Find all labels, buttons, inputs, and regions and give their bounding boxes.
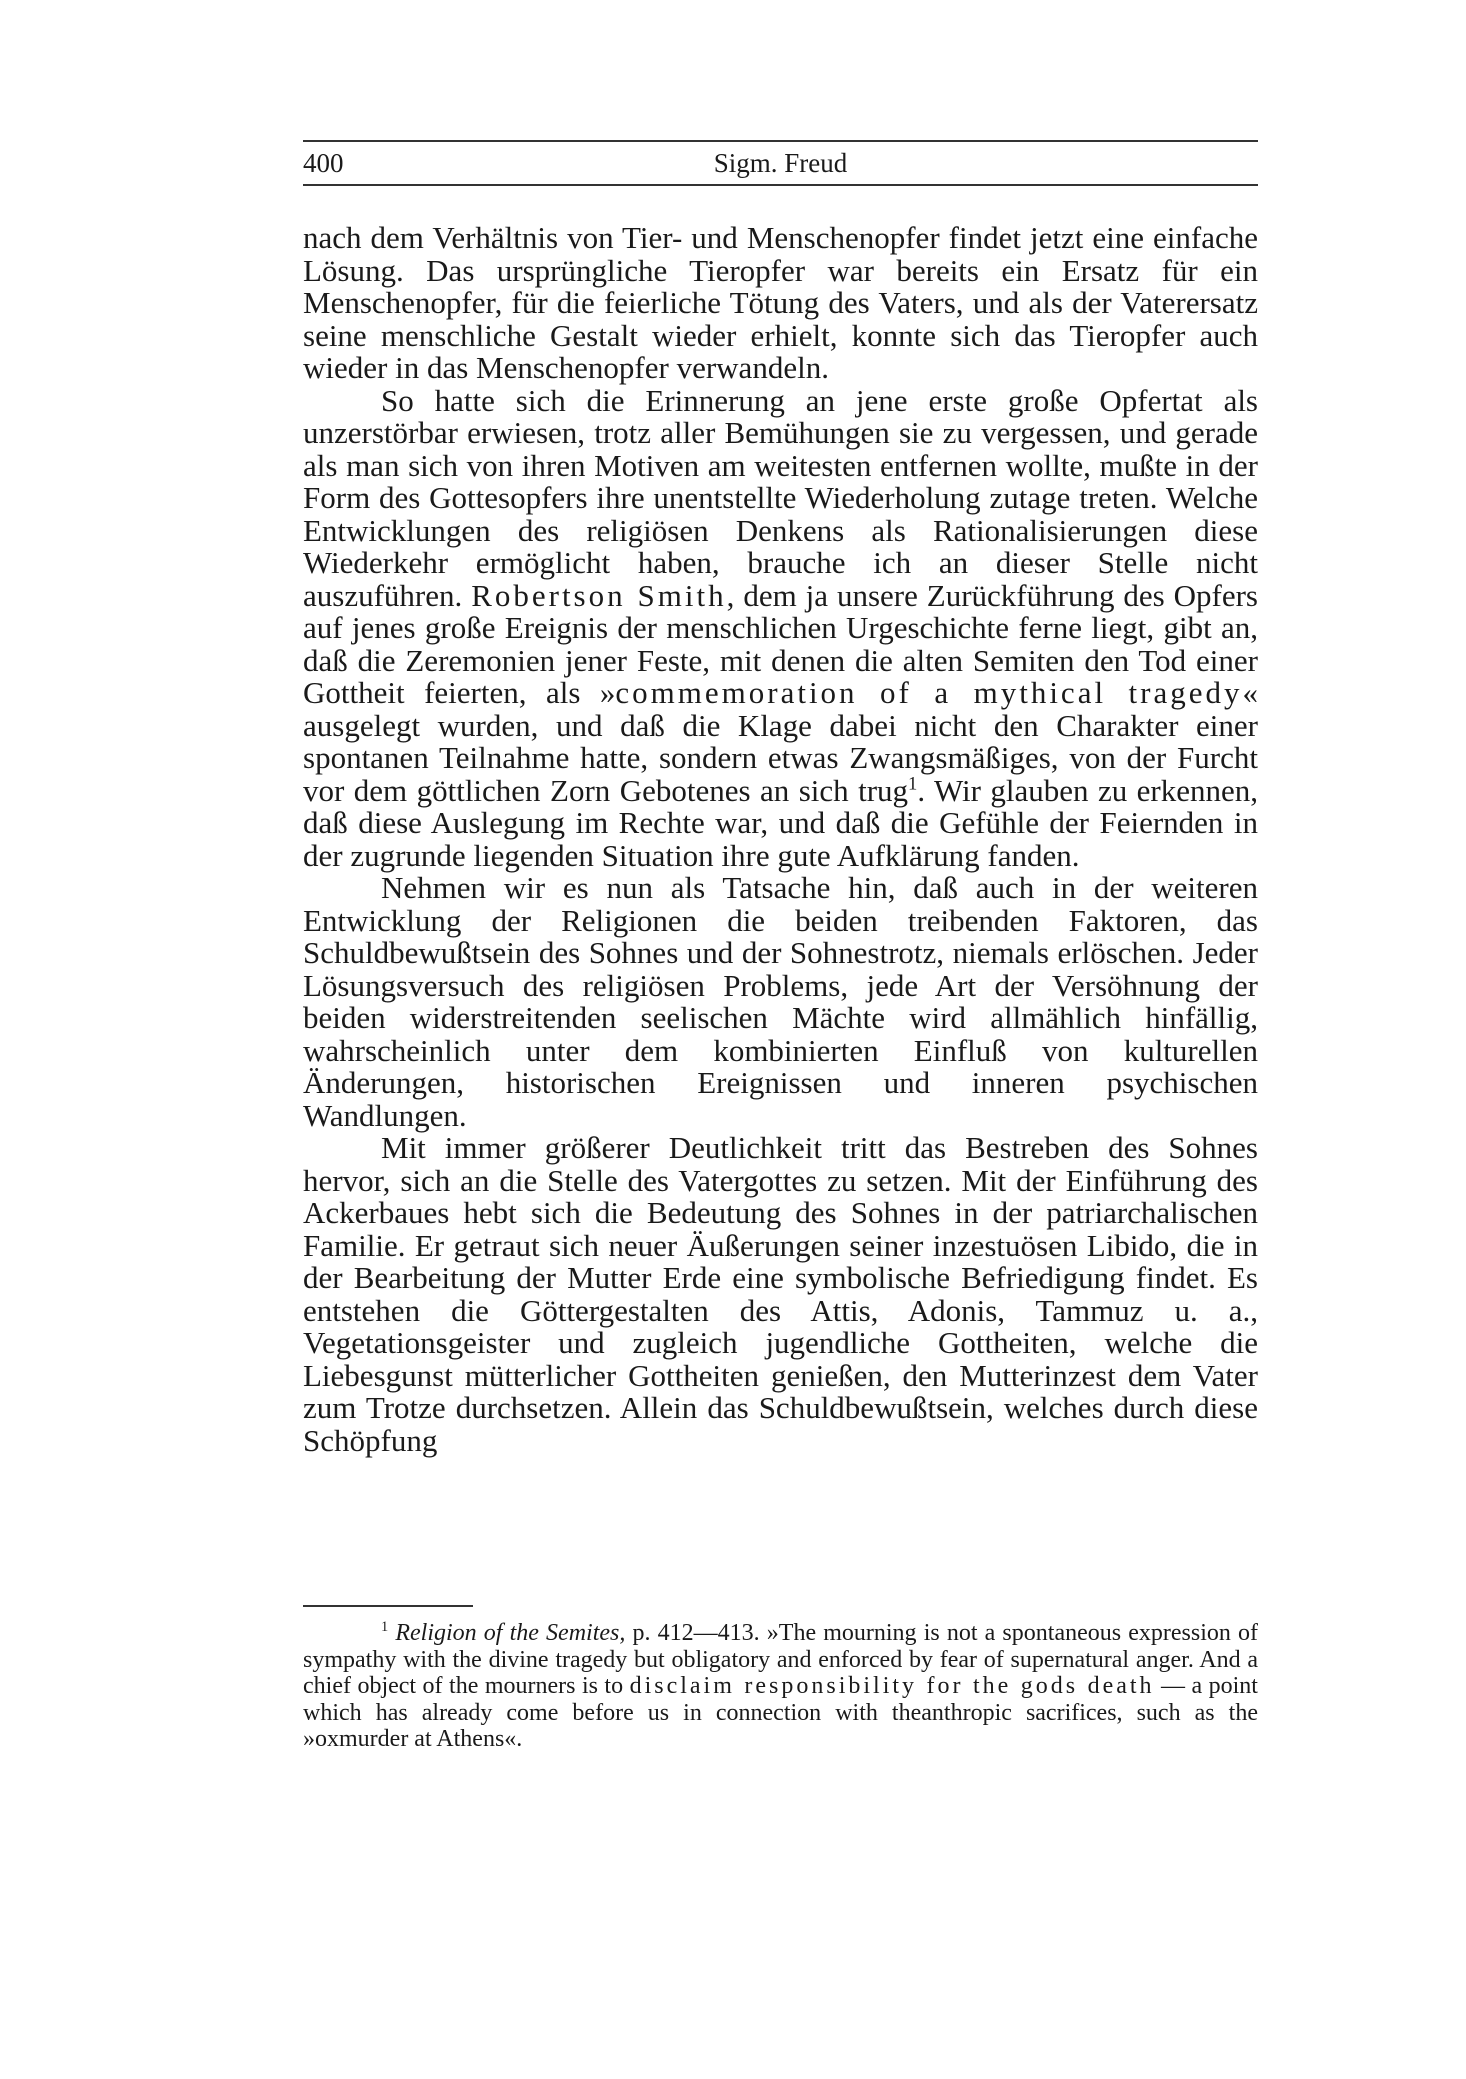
page-header <box>303 140 1258 186</box>
paragraph-2-part-d: . Wir glauben zu erkennen, daß diese Auslegung im Rechte war, und daß die Gefühle der Feiernden in der zugrunde liegenden Situation ihre gute Aufklärung fanden. <box>303 772 1258 873</box>
paragraph-4: Mit immer größerer Deutlichkeit tritt das Bestreben des Sohnes hervor, sich an die Stelle des Vatergottes zu setzen. Mit der Einführung des Ackerbaues hebt sich die Bedeutung des Sohnes in der patriarchalischen Familie. Er getraut sich neuer Äußerungen seiner inzestuösen Libido, die in der Bearbeitung der Mutter Erde eine symbolische Befriedigung findet. Es entstehen die Göttergestalten des Attis, Adonis, Tammuz u. a., Vegetationsgeister und zugleich jugendliche Gottheiten, welche die Liebesgunst mütterlicher Gottheiten genießen, den Mutterinzest dem Vater zum Trotze durchsetzen. Allein das Schuldbewußtsein, welches durch diese Schöpfung <box>303 1130 1258 1458</box>
paragraph-2 <box>303 382 1258 873</box>
page-number: 400 <box>303 148 344 178</box>
body-text <box>303 222 1258 1457</box>
paragraph-3: Nehmen wir es nun als Tatsache hin, daß auch in der weiteren Entwicklung der Religionen die beiden treibenden Faktoren, das Schuldbewußtsein des Sohnes und der Sohnestrotz, niemals erlöschen. Jeder Lösungsversuch des religiösen Problems, jede Art der Versöhnung der beiden widerstreitenden seelischen Mächte wird allmählich hinfällig, wahrscheinlich unter dem kombinierten Einfluß von kulturellen Änderungen, historischen Ereignissen und inneren psychischen Wandlungen. <box>303 870 1258 1133</box>
quoted-phrase: commemoration of a mythical tragedy <box>615 675 1243 710</box>
running-head: Sigm. Freud <box>713 148 848 178</box>
footnote-spaced-phrase: disclaim responsibility for the gods death <box>629 1673 1155 1699</box>
footnote-text-b: — a point which has already come before us in connection with theanthropic sacrifices, such as the »oxmurder at Athens«. <box>303 1673 1258 1752</box>
author-name: Robertson Smith <box>471 577 727 613</box>
footnote <box>303 1620 1258 1753</box>
paragraph-2-part-c: « ausgelegt wurden, und daß die Klage dabei nicht den Charakter einer spontanen Teilnahme hatte, sondern etwas Zwangsmäßiges, von der Furcht vor dem göttlichen Zorn Gebotenes an sich trug <box>303 675 1258 808</box>
paragraph-2-part-a: So hatte sich die Erinnerung an jene erste große Opfertat als unzerstörbar erwiesen, trotz aller Bemühungen sie zu vergessen, und gerade als man sich von ihren Motiven am weitesten entfernen wollte, mußte in der Form des Gottesopfers ihre unentstellte Wiederholung zutage treten. Welche Entwicklungen des religiösen Denkens als Rationalisierungen diese Wiederkehr ermöglicht haben, brauche ich an dieser Stelle nicht auszuführen. <box>303 382 1258 613</box>
paragraph-1: nach dem Verhältnis von Tier- und Menschenopfer findet jetzt eine einfache Lösung. Das ursprüngliche Tieropfer war bereits ein Ersatz für ein Menschenopfer, für die feierliche Tötung des Vaters, und als der Vaterersatz seine menschliche Gestalt wieder erhielt, konnte sich das Tieropfer auch wieder in das Menschenopfer verwandeln. <box>303 220 1258 385</box>
footnote-text-a: p. 412—413. »The mourning is not a spontaneous expression of sympathy with the divine tragedy but obligatory and enforced by fear of supernatural anger. And a chief object of the mourners is to <box>303 1620 1258 1699</box>
footnote-divider <box>303 1605 473 1607</box>
footnote-marker: 1 <box>381 1619 389 1635</box>
paragraph-2-part-b: , dem ja unsere Zurückführung des Opfers auf jenes große Ereignis der menschlichen Urgeschichte ferne liegt, gibt an, daß die Zeremonien jener Feste, mit denen die alten Semiten den Tod einer Gottheit feierten, als » <box>303 577 1258 710</box>
footnote-source: Religion of the Semites, <box>395 1620 626 1646</box>
footnote-reference[interactable]: 1 <box>908 773 918 795</box>
